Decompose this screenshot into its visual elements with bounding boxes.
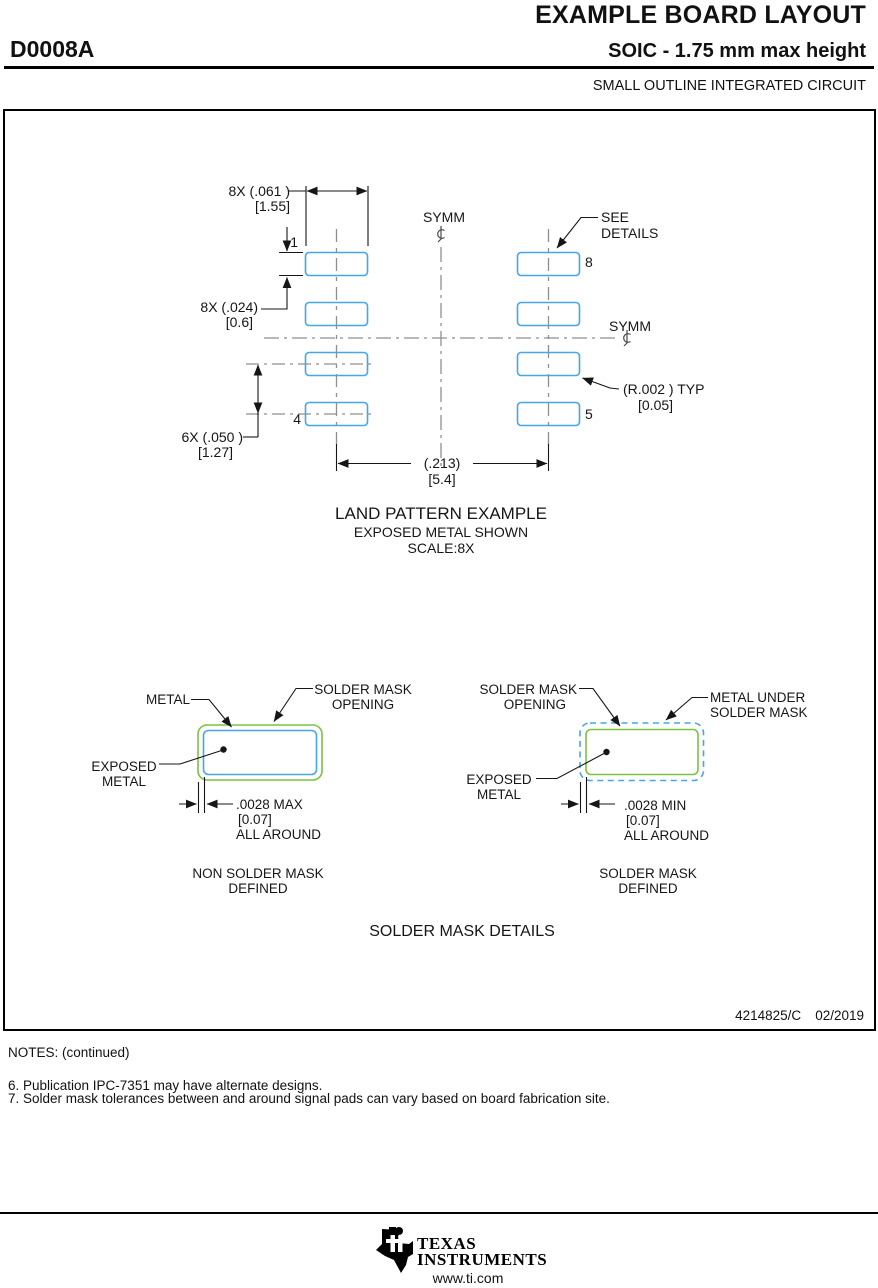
pad-5 <box>518 403 580 426</box>
opening-leader <box>274 689 313 722</box>
note-6: 6. Publication IPC-7351 may have alternate designs. <box>8 1078 323 1093</box>
metal-under-leader <box>666 698 708 721</box>
opening-leader <box>579 689 620 727</box>
dimension-lines <box>243 186 619 471</box>
nsmd-caption-2: DEFINED <box>228 881 288 896</box>
pad-2 <box>306 303 368 326</box>
pad-4 <box>306 403 368 426</box>
pad-7 <box>518 303 580 326</box>
nsmd-dim-note: ALL AROUND <box>236 827 322 842</box>
pad-1 <box>306 253 368 276</box>
mask-opening-outline <box>586 730 698 775</box>
package-subtitle: SMALL OUTLINE INTEGRATED CIRCUIT <box>592 78 866 94</box>
dim-pad-height-label: 8X (.024) <box>200 299 258 315</box>
smd-detail-figure <box>466 682 807 896</box>
dim-pitch-mm: [1.27] <box>197 444 233 460</box>
smd-dim-value: .0028 MIN <box>624 798 687 813</box>
exposed-label-1: EXPOSED <box>466 772 532 787</box>
dim-pad-height-mm: [0.6] <box>225 314 253 330</box>
solder-mask-details-title: SOLDER MASK DETAILS <box>369 923 555 940</box>
dim-radius-label: (R.002 ) TYP <box>623 381 705 397</box>
metal-label: METAL <box>145 692 190 707</box>
dim-span-label: (.213) <box>423 455 461 471</box>
metal-under-label-1: METAL UNDER <box>710 690 806 705</box>
nsmd-dim-value: .0028 MAX <box>236 797 303 812</box>
nsmd-dim-mm: [0.07] <box>238 812 272 827</box>
land-pattern-title: LAND PATTERN EXAMPLE <box>335 504 547 523</box>
dim-pitch-label: 6X (.050 ) <box>181 429 243 445</box>
dim-span-mm: [5.4] <box>428 471 456 487</box>
pin-5-number: 5 <box>585 406 593 422</box>
land-pattern-subtitle-2: SCALE:8X <box>407 540 475 556</box>
opening-label-2: OPENING <box>503 697 566 712</box>
pad-6 <box>518 353 580 376</box>
brand-instruments: INSTRUMENTS <box>417 1250 548 1269</box>
see-details-label-1: SEE <box>601 209 630 225</box>
land-pattern-figure <box>182 183 705 556</box>
exposed-label-2: METAL <box>101 774 147 789</box>
doc-revision: 4214825/C <box>735 1008 802 1023</box>
page-title: EXAMPLE BOARD LAYOUT <box>535 1 866 29</box>
exposed-label-1: EXPOSED <box>91 759 157 774</box>
exposed-label-2: METAL <box>476 787 522 802</box>
footer-divider <box>0 1212 878 1214</box>
pin-4-number: 4 <box>293 411 301 427</box>
doc-date: 02/2019 <box>815 1008 864 1023</box>
land-pads <box>306 253 580 426</box>
brand-texas: TEXAS <box>417 1234 477 1253</box>
dim-radius-mm: [0.05] <box>638 397 674 413</box>
package-code: D0008A <box>10 36 95 62</box>
opening-label-2: OPENING <box>331 697 395 712</box>
package-description: SOIC - 1.75 mm max height <box>608 40 866 62</box>
exposed-leader <box>159 751 222 765</box>
pad-3 <box>306 353 368 376</box>
smd-dim-note: ALL AROUND <box>624 828 710 843</box>
metal-under-mask-outline <box>580 723 704 781</box>
smd-caption-2: DEFINED <box>618 881 678 896</box>
pin-8-number: 8 <box>585 254 593 270</box>
ti-website-link[interactable]: www.ti.com <box>432 1270 504 1286</box>
opening-label-1: SOLDER MASK <box>479 682 577 697</box>
pin-1-number: 1 <box>290 234 298 250</box>
smd-caption-1: SOLDER MASK <box>599 866 697 881</box>
metal-leader <box>191 700 232 728</box>
opening-label-1: SOLDER MASK <box>314 682 412 697</box>
exposed-metal-dot <box>220 746 226 752</box>
symm-top-label: SYMM <box>423 209 465 225</box>
dim-pad-width-mm: [1.55] <box>254 198 290 214</box>
notes-heading: NOTES: (continued) <box>8 1045 130 1060</box>
centerline-symbol-top <box>438 226 445 242</box>
note-7: 7. Solder mask tolerances between and around signal pads can vary based on board fabrication site. <box>8 1091 610 1106</box>
ti-logo-icon <box>373 1226 415 1274</box>
symm-right-label: SYMM <box>609 318 651 334</box>
document-number <box>721 1008 864 1023</box>
metal-pad-outline <box>204 731 317 775</box>
nsmd-detail-figure <box>91 682 411 896</box>
dim-pad-width-label: 8X (.061 ) <box>228 183 290 199</box>
land-pattern-subtitle-1: EXPOSED METAL SHOWN <box>353 524 529 540</box>
see-details-label-2: DETAILS <box>601 225 659 241</box>
smd-dim-mm: [0.07] <box>626 813 660 828</box>
exposed-metal-dot <box>603 749 609 755</box>
metal-under-label-2: SOLDER MASK <box>710 705 808 720</box>
nsmd-caption-1: NON SOLDER MASK <box>192 866 324 881</box>
pad-8 <box>518 253 580 276</box>
